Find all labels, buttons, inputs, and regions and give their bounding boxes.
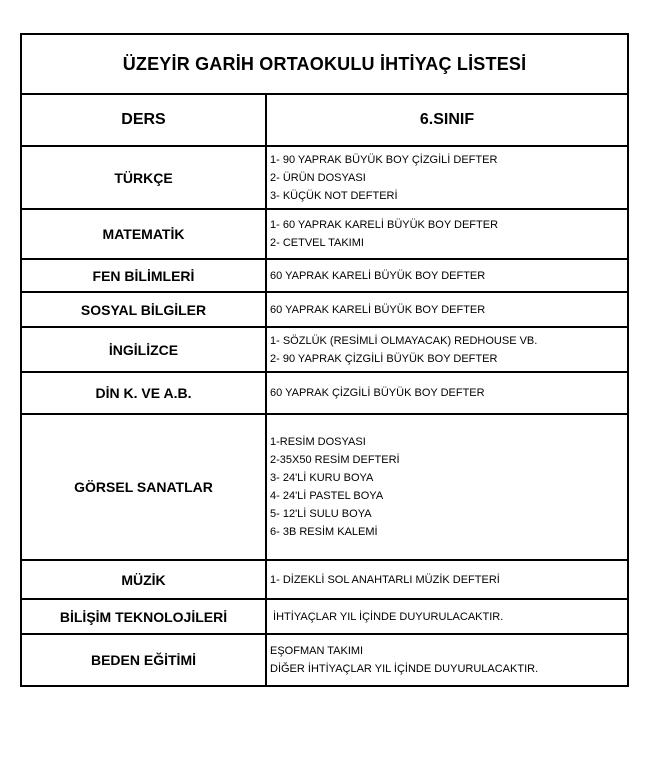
title-row bbox=[21, 34, 628, 94]
item-line: 4- 24'Lİ PASTEL BOYA bbox=[270, 490, 384, 502]
item-line: 2-35X50 RESİM DEFTERİ bbox=[270, 454, 400, 466]
item-line: 60 YAPRAK KARELİ BÜYÜK BOY DEFTER bbox=[270, 303, 486, 316]
items-cell bbox=[266, 634, 628, 686]
item-line: 2- 90 YAPRAK ÇİZGİLİ BÜYÜK BOY DEFTER bbox=[270, 352, 498, 365]
subject-cell: MATEMATİK bbox=[21, 209, 266, 259]
item-line: 3- KÜÇÜK NOT DEFTERİ bbox=[270, 189, 398, 202]
items-cell bbox=[266, 599, 628, 634]
supply-list-table bbox=[20, 33, 629, 687]
subject-cell: İNGİLİZCE bbox=[21, 327, 266, 372]
header-row bbox=[21, 94, 628, 146]
table-row bbox=[21, 146, 628, 209]
subject-cell: MÜZİK bbox=[21, 560, 266, 599]
item-line: 1- 90 YAPRAK BÜYÜK BOY ÇİZGİLİ DEFTER bbox=[270, 153, 498, 166]
item-line: 60 YAPRAK KARELİ BÜYÜK BOY DEFTER bbox=[270, 269, 486, 282]
subject-cell: TÜRKÇE bbox=[21, 146, 266, 209]
subject-cell: BEDEN EĞİTİMİ bbox=[21, 634, 266, 686]
supply-list-sheet bbox=[20, 33, 627, 687]
item-line: 1- 60 YAPRAK KARELİ BÜYÜK BOY DEFTER bbox=[270, 219, 499, 231]
header-subject: DERS bbox=[21, 94, 266, 146]
item-line: 3- 24'Lİ KURU BOYA bbox=[270, 472, 374, 484]
table-row bbox=[21, 292, 628, 327]
items-cell bbox=[266, 414, 628, 560]
table-row bbox=[21, 634, 628, 686]
items-cell bbox=[266, 146, 628, 209]
items-cell bbox=[266, 372, 628, 414]
header-grade: 6.SINIF bbox=[266, 94, 628, 146]
item-line: DİĞER İHTİYAÇLAR YIL İÇİNDE DUYURULACAKTIR. bbox=[270, 663, 539, 675]
table-row bbox=[21, 414, 628, 560]
document-title: ÜZEYİR GARİH ORTAOKULU İHTİYAÇ LİSTESİ bbox=[21, 34, 628, 94]
table-row bbox=[21, 209, 628, 259]
item-line: 2- CETVEL TAKIMI bbox=[270, 237, 364, 249]
item-line: 1- SÖZLÜK (RESİMLİ OLMAYACAK) REDHOUSE VB. bbox=[270, 334, 538, 347]
item-line: 60 YAPRAK ÇİZGİLİ BÜYÜK BOY DEFTER bbox=[270, 387, 485, 399]
table-row bbox=[21, 259, 628, 292]
item-line: 2- ÜRÜN DOSYASI bbox=[270, 171, 366, 184]
item-line: 1- DİZEKLİ SOL ANAHTARLI MÜZİK DEFTERİ bbox=[270, 573, 500, 586]
items-cell bbox=[266, 292, 628, 327]
items-cell bbox=[266, 327, 628, 372]
subject-cell: GÖRSEL SANATLAR bbox=[21, 414, 266, 560]
item-line: 1-RESİM DOSYASI bbox=[270, 436, 366, 448]
item-line: EŞOFMAN TAKIMI bbox=[270, 645, 364, 657]
table-row bbox=[21, 599, 628, 634]
items-cell bbox=[266, 259, 628, 292]
table-row bbox=[21, 372, 628, 414]
items-cell bbox=[266, 560, 628, 599]
table-row bbox=[21, 327, 628, 372]
subject-cell: SOSYAL BİLGİLER bbox=[21, 292, 266, 327]
item-line: 5- 12'Lİ SULU BOYA bbox=[270, 508, 372, 520]
subject-cell: BİLİŞİM TEKNOLOJİLERİ bbox=[21, 599, 266, 634]
table-row bbox=[21, 560, 628, 599]
item-line: İHTİYAÇLAR YIL İÇİNDE DUYURULACAKTIR. bbox=[270, 610, 504, 623]
item-line: 6- 3B RESİM KALEMİ bbox=[270, 526, 378, 538]
subject-cell: FEN BİLİMLERİ bbox=[21, 259, 266, 292]
items-cell bbox=[266, 209, 628, 259]
subject-cell: DİN K. VE A.B. bbox=[21, 372, 266, 414]
